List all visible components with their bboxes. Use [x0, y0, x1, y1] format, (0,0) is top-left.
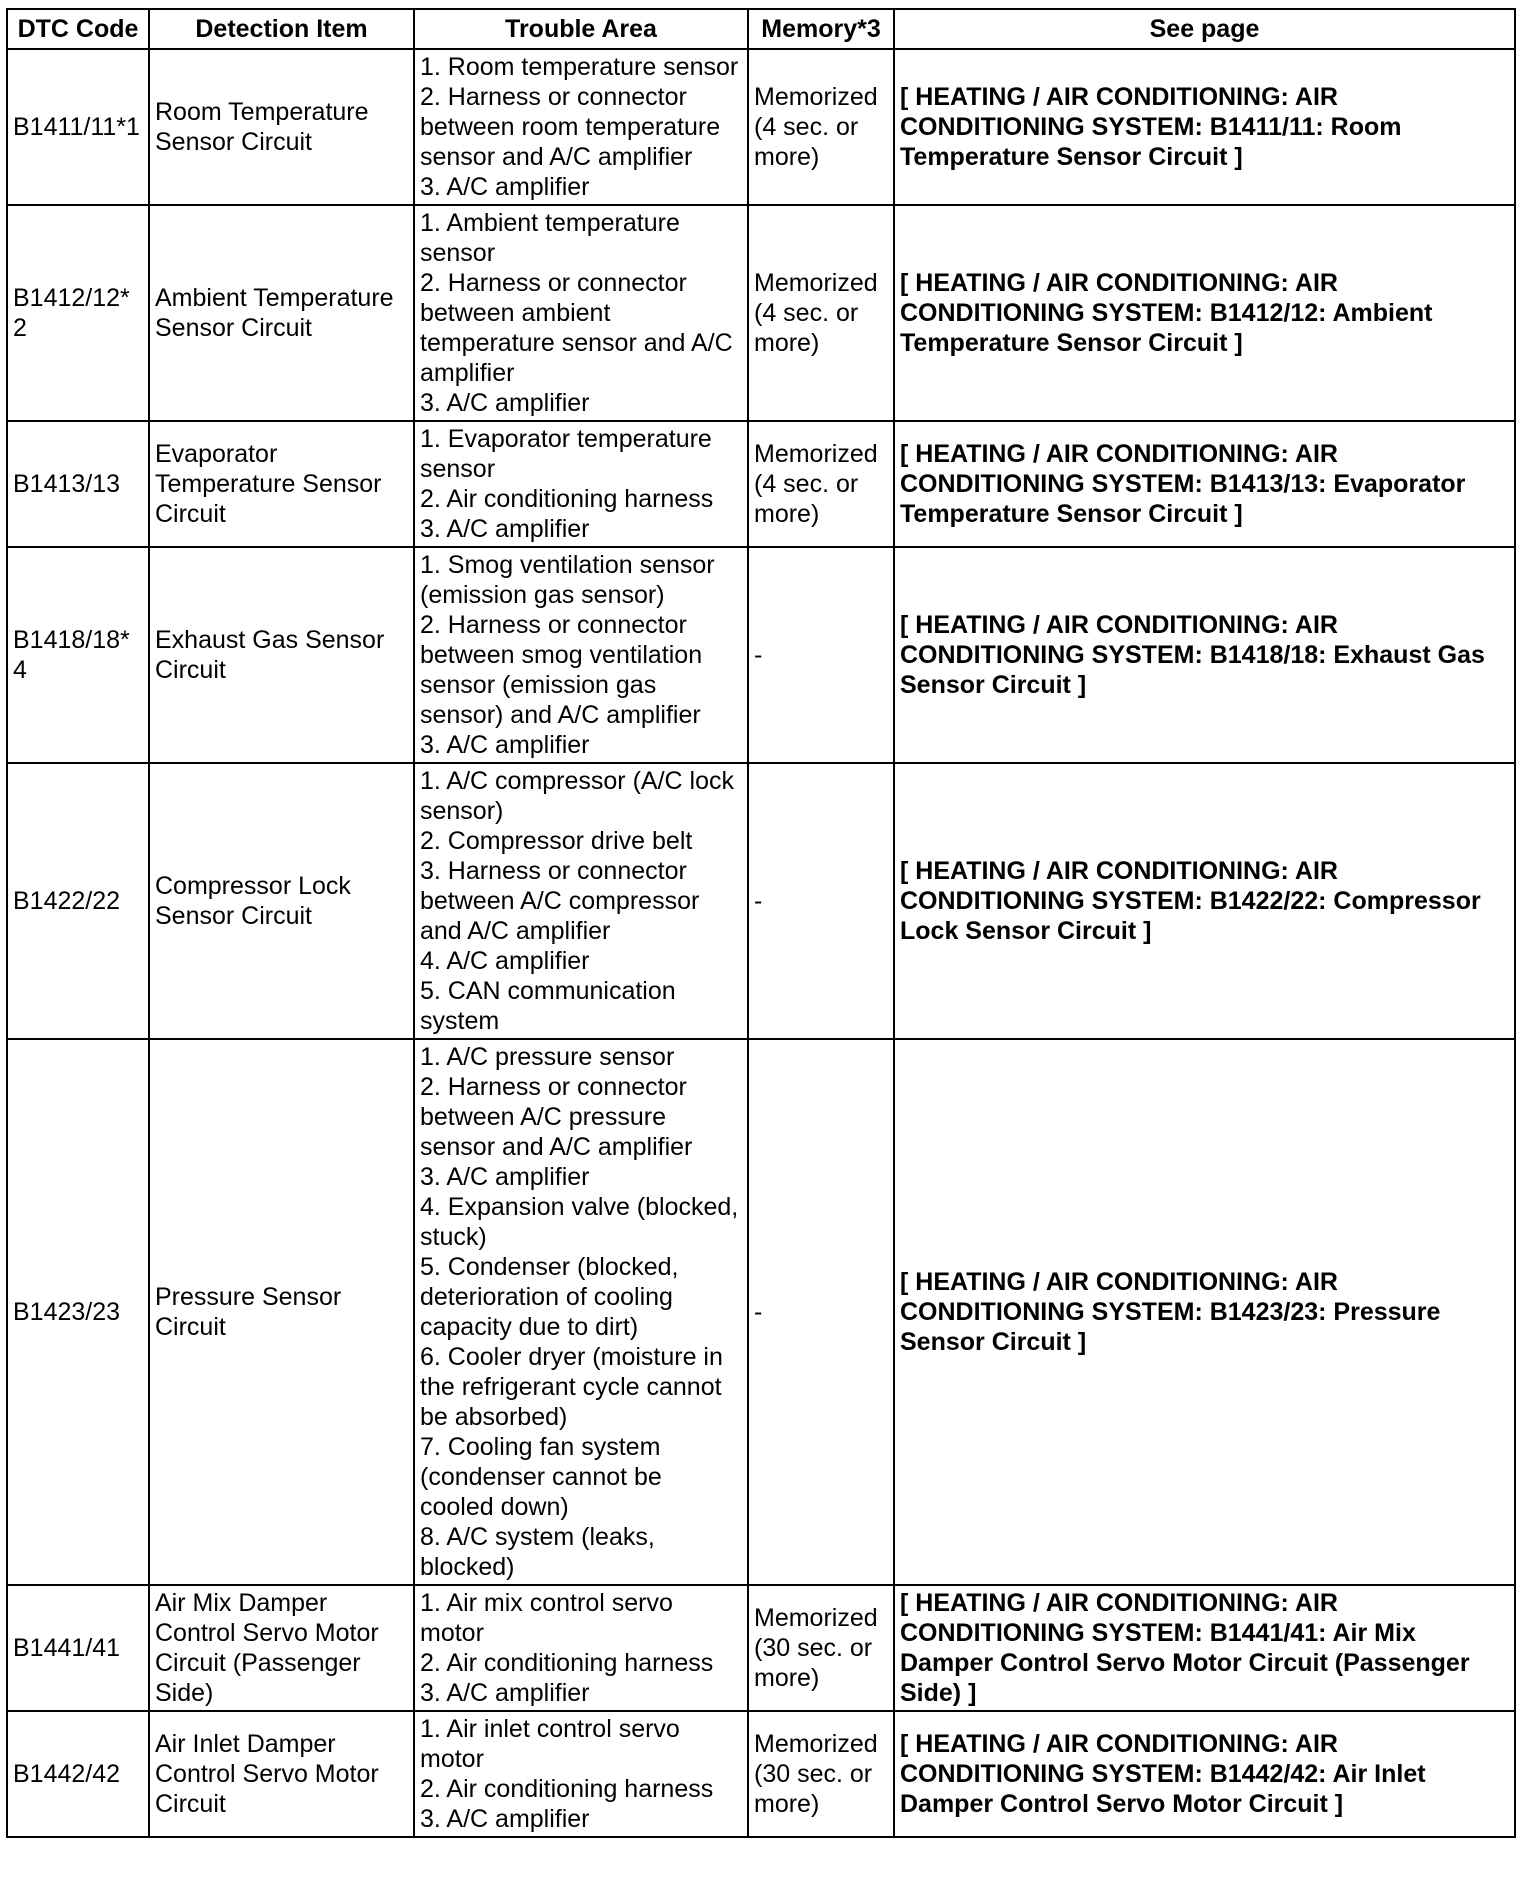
trouble-area-line: 3. A/C amplifier: [420, 1805, 590, 1833]
dtc-code-cell: B1413/13: [7, 421, 149, 547]
see-page-link[interactable]: [ HEATING / AIR CONDITIONING: AIR CONDITIONING SYSTEM: B1412/12: Ambient Temperature Sensor Circuit ]: [894, 205, 1515, 421]
trouble-area-line: 1. Room temperature sensor: [420, 53, 739, 81]
dtc-table: [6, 8, 1516, 1838]
trouble-area-line: 3. A/C amplifier: [420, 731, 590, 759]
header-detection-item: Detection Item: [149, 9, 414, 49]
table-row: [7, 49, 1515, 205]
table-row: [7, 421, 1515, 547]
memory-cell: Memorized (4 sec. or more): [748, 205, 894, 421]
see-page-link[interactable]: [ HEATING / AIR CONDITIONING: AIR CONDITIONING SYSTEM: B1418/18: Exhaust Gas Sensor Circuit ]: [894, 547, 1515, 763]
trouble-area-line: 2. Air conditioning harness: [420, 1775, 714, 1803]
detection-item-cell: Air Mix Damper Control Servo Motor Circuit (Passenger Side): [149, 1585, 414, 1711]
table-row: [7, 1039, 1515, 1585]
table-row: [7, 547, 1515, 763]
trouble-area-line: 2. Air conditioning harness: [420, 1649, 714, 1677]
trouble-area-line: 5. CAN communication system: [420, 977, 676, 1035]
trouble-area-line: 4. A/C amplifier: [420, 947, 590, 975]
see-page-link[interactable]: [ HEATING / AIR CONDITIONING: AIR CONDITIONING SYSTEM: B1411/11: Room Temperature Sensor Circuit ]: [894, 49, 1515, 205]
dtc-code-cell: B1442/42: [7, 1711, 149, 1837]
see-page-link[interactable]: [ HEATING / AIR CONDITIONING: AIR CONDITIONING SYSTEM: B1442/42: Air Inlet Damper Control Servo Motor Circuit ]: [894, 1711, 1515, 1837]
trouble-area-line: 1. Air mix control servo motor: [420, 1589, 673, 1647]
memory-cell: -: [748, 547, 894, 763]
trouble-area-cell: [414, 1585, 748, 1711]
memory-cell: Memorized (30 sec. or more): [748, 1585, 894, 1711]
memory-cell: Memorized (4 sec. or more): [748, 49, 894, 205]
table-row: [7, 1711, 1515, 1837]
detection-item-cell: Exhaust Gas Sensor Circuit: [149, 547, 414, 763]
dtc-code-cell: B1412/12*2: [7, 205, 149, 421]
header-memory: Memory*3: [748, 9, 894, 49]
trouble-area-line: 2. Air conditioning harness: [420, 485, 714, 513]
trouble-area-cell: [414, 1039, 748, 1585]
see-page-link[interactable]: [ HEATING / AIR CONDITIONING: AIR CONDITIONING SYSTEM: B1422/22: Compressor Lock Sensor Circuit ]: [894, 763, 1515, 1039]
trouble-area-cell: [414, 1711, 748, 1837]
trouble-area-line: 1. Air inlet control servo motor: [420, 1715, 680, 1773]
table-row: [7, 763, 1515, 1039]
see-page-link[interactable]: [ HEATING / AIR CONDITIONING: AIR CONDITIONING SYSTEM: B1441/41: Air Mix Damper Control Servo Motor Circuit (Passenger Side) ]: [894, 1585, 1515, 1711]
trouble-area-line: 3. A/C amplifier: [420, 173, 590, 201]
trouble-area-line: 5. Condenser (blocked, deterioration of cooling capacity due to dirt): [420, 1253, 679, 1341]
trouble-area-line: 6. Cooler dryer (moisture in the refrigerant cycle cannot be absorbed): [420, 1343, 723, 1431]
trouble-area-line: 3. A/C amplifier: [420, 389, 590, 417]
trouble-area-cell: [414, 763, 748, 1039]
trouble-area-line: 3. A/C amplifier: [420, 1163, 590, 1191]
detection-item-cell: Evaporator Temperature Sensor Circuit: [149, 421, 414, 547]
memory-cell: -: [748, 1039, 894, 1585]
trouble-area-line: 1. A/C pressure sensor: [420, 1043, 675, 1071]
detection-item-cell: Air Inlet Damper Control Servo Motor Circuit: [149, 1711, 414, 1837]
dtc-code-cell: B1422/22: [7, 763, 149, 1039]
trouble-area-line: 8. A/C system (leaks, blocked): [420, 1523, 655, 1581]
memory-cell: Memorized (30 sec. or more): [748, 1711, 894, 1837]
detection-item-cell: Pressure Sensor Circuit: [149, 1039, 414, 1585]
header-dtc-code: DTC Code: [7, 9, 149, 49]
detection-item-cell: Compressor Lock Sensor Circuit: [149, 763, 414, 1039]
trouble-area-cell: [414, 49, 748, 205]
trouble-area-line: 1. Smog ventilation sensor (emission gas sensor): [420, 551, 715, 609]
trouble-area-line: 1. Ambient temperature sensor: [420, 209, 680, 267]
header-row: [7, 9, 1515, 49]
trouble-area-line: 3. Harness or connector between A/C compressor and A/C amplifier: [420, 857, 700, 945]
trouble-area-line: 2. Harness or connector between ambient temperature sensor and A/C amplifier: [420, 269, 733, 387]
header-trouble-area: Trouble Area: [414, 9, 748, 49]
trouble-area-line: 1. A/C compressor (A/C lock sensor): [420, 767, 734, 825]
see-page-link[interactable]: [ HEATING / AIR CONDITIONING: AIR CONDITIONING SYSTEM: B1423/23: Pressure Sensor Circuit ]: [894, 1039, 1515, 1585]
dtc-code-cell: B1423/23: [7, 1039, 149, 1585]
detection-item-cell: Ambient Temperature Sensor Circuit: [149, 205, 414, 421]
trouble-area-line: 2. Harness or connector between smog ventilation sensor (emission gas sensor) and A/C amplifier: [420, 611, 703, 729]
table-row: [7, 1585, 1515, 1711]
trouble-area-cell: [414, 421, 748, 547]
trouble-area-line: 7. Cooling fan system (condenser cannot be cooled down): [420, 1433, 662, 1521]
see-page-link[interactable]: [ HEATING / AIR CONDITIONING: AIR CONDITIONING SYSTEM: B1413/13: Evaporator Temperature Sensor Circuit ]: [894, 421, 1515, 547]
table-row: [7, 205, 1515, 421]
dtc-code-cell: B1411/11*1: [7, 49, 149, 205]
trouble-area-cell: [414, 205, 748, 421]
trouble-area-line: 2. Harness or connector between room temperature sensor and A/C amplifier: [420, 83, 721, 171]
trouble-area-line: 2. Harness or connector between A/C pressure sensor and A/C amplifier: [420, 1073, 693, 1161]
memory-cell: -: [748, 763, 894, 1039]
memory-cell: Memorized (4 sec. or more): [748, 421, 894, 547]
detection-item-cell: Room Temperature Sensor Circuit: [149, 49, 414, 205]
header-see-page: See page: [894, 9, 1515, 49]
trouble-area-cell: [414, 547, 748, 763]
trouble-area-line: 3. A/C amplifier: [420, 515, 590, 543]
dtc-code-cell: B1418/18*4: [7, 547, 149, 763]
dtc-code-cell: B1441/41: [7, 1585, 149, 1711]
trouble-area-line: 2. Compressor drive belt: [420, 827, 693, 855]
trouble-area-line: 3. A/C amplifier: [420, 1679, 590, 1707]
trouble-area-line: 4. Expansion valve (blocked, stuck): [420, 1193, 739, 1251]
trouble-area-line: 1. Evaporator temperature sensor: [420, 425, 712, 483]
